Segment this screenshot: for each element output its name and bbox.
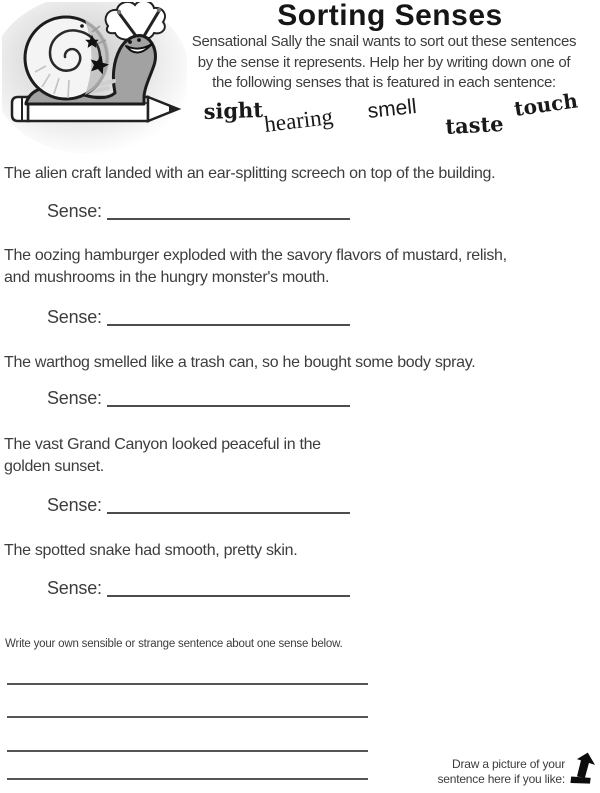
sentence-text bbox=[4, 352, 475, 374]
draw-arrow-icon bbox=[569, 747, 595, 790]
sense-label: Sense: bbox=[47, 201, 102, 221]
writing-line[interactable] bbox=[7, 716, 368, 718]
sense-answer-row bbox=[47, 201, 350, 222]
sense-answer-row bbox=[47, 495, 350, 516]
sense-word-touch: touch bbox=[512, 88, 580, 121]
sentence-line: The warthog smelled like a trash can, so he bought some body spray. bbox=[4, 354, 476, 371]
sentence-text bbox=[4, 245, 507, 289]
sentence-text bbox=[4, 540, 297, 562]
draw-note-line: sentence here if you like: bbox=[437, 771, 565, 786]
sentence-text bbox=[4, 163, 495, 185]
snail-pencil-illustration bbox=[2, 2, 187, 157]
page-title: Sorting Senses bbox=[277, 0, 503, 32]
sense-answer-row bbox=[47, 388, 350, 409]
answer-blank[interactable] bbox=[107, 310, 350, 326]
instructions-line: the following senses that is featured in each sentence: bbox=[212, 74, 556, 91]
writing-line[interactable] bbox=[7, 778, 368, 780]
sentence-line: The spotted snake had smooth, pretty skin. bbox=[4, 542, 298, 559]
instructions bbox=[172, 32, 596, 94]
instructions-line: Sensational Sally the snail wants to sort out these sentences bbox=[191, 33, 577, 50]
sense-label: Sense: bbox=[47, 388, 102, 408]
draw-picture-note bbox=[400, 757, 565, 786]
sense-word-sight: sight bbox=[203, 96, 264, 124]
answer-blank[interactable] bbox=[107, 498, 350, 514]
sense-label: Sense: bbox=[47, 495, 102, 515]
sentence-line: The oozing hamburger exploded with the savory flavors of mustard, relish, bbox=[4, 247, 507, 264]
answer-blank[interactable] bbox=[107, 391, 350, 407]
sense-answer-row bbox=[47, 307, 350, 328]
sentence-line: The alien craft landed with an ear-splitting screech on top of the building. bbox=[4, 165, 496, 182]
own-sentence-prompt: Write your own sensible or strange sentence about one sense below. bbox=[5, 638, 343, 650]
sentence-text bbox=[4, 434, 321, 478]
instructions-line: by the sense it represents. Help her by writing down one of bbox=[197, 53, 571, 71]
sense-label: Sense: bbox=[47, 578, 102, 598]
sentence-line: and mushrooms in the hungry monster's mouth. bbox=[4, 269, 330, 286]
answer-blank[interactable] bbox=[107, 204, 350, 220]
draw-note-line: Draw a picture of your bbox=[452, 757, 565, 771]
sense-word-hearing: hearing bbox=[262, 103, 335, 138]
sentence-line: golden sunset. bbox=[4, 458, 104, 475]
sense-word-taste: taste bbox=[444, 110, 505, 139]
answer-blank[interactable] bbox=[107, 581, 350, 597]
sentence-line: The vast Grand Canyon looked peaceful in the bbox=[4, 436, 321, 453]
writing-line[interactable] bbox=[7, 750, 368, 752]
sense-label: Sense: bbox=[47, 307, 102, 327]
sense-word-smell: smell bbox=[366, 95, 418, 124]
sense-answer-row bbox=[47, 578, 350, 599]
writing-line[interactable] bbox=[7, 683, 368, 685]
